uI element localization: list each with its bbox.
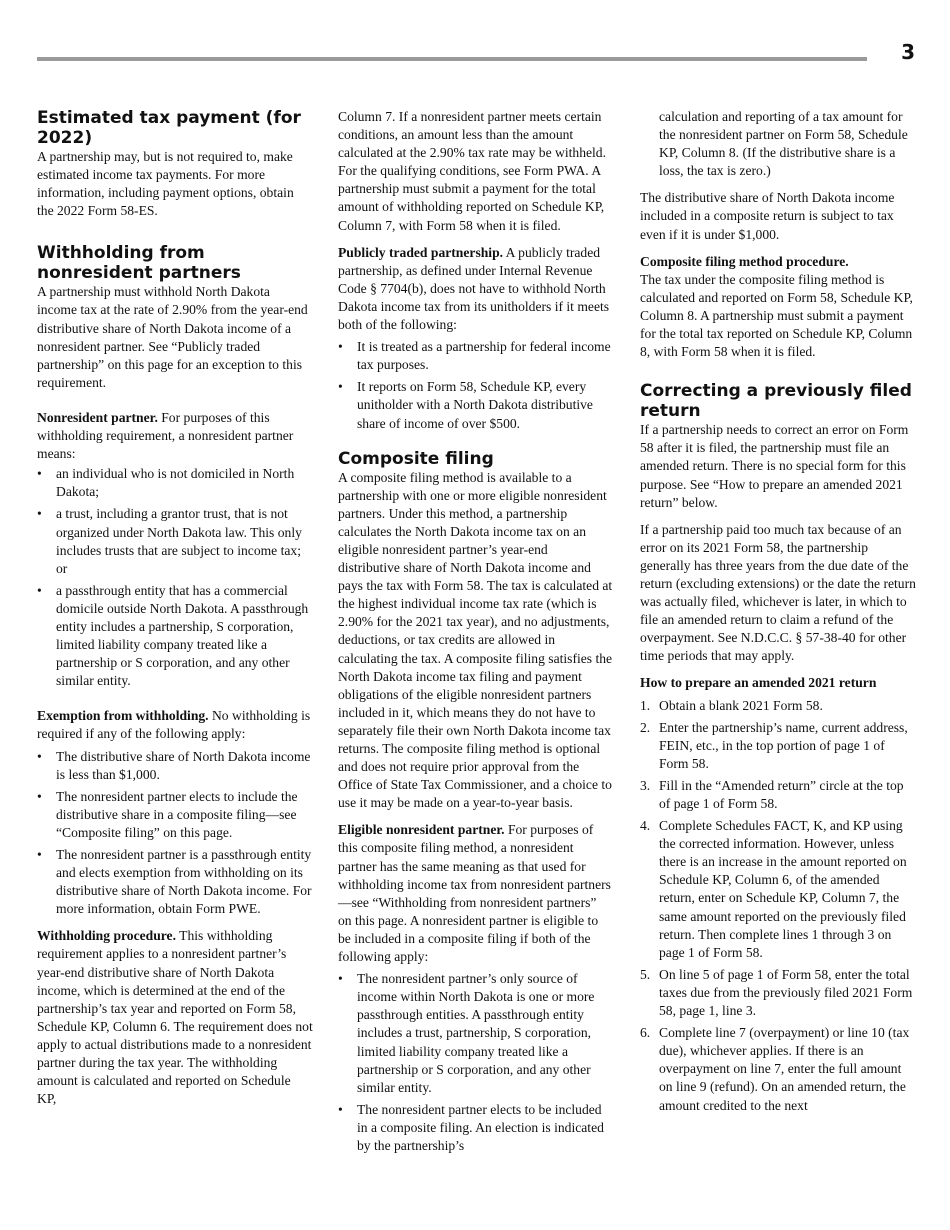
list-item: • a passthrough entity that has a commercial domicile outside North Dakota. A passthrough entity includes a partnership, S corporation, limited liability company treated like a partnership or S corporation, and any other similar entity. (37, 582, 309, 689)
estimated-tax-paragraph: A partnership may, but is not required to, make estimated income tax payments. For more information, including payment options, obtain the 2022 Form 58-ES. (37, 149, 294, 219)
exemption-lead: Exemption from withholding. (37, 708, 209, 724)
overpaid-paragraph: If a partnership paid too much tax because of an error on its 2021 Form 58, the partnership generally has three years from the due date of the return (excluding extensions) or the date the return was actually filed, whichever is later, in which to file an amended return to claim a refund of the overpayment. See N.D.C.C. § 57-38-40 for other time periods that may apply. (640, 521, 916, 664)
list-item: • It reports on Form 58, Schedule KP, every unitholder with a North Dakota distributive share of income of over $500. (338, 379, 593, 431)
column-3 (640, 108, 916, 1115)
list-item: • The nonresident partner’s only source of income within North Dakota is one or more passthrough entities. A passthrough entity includes a trust, partnership, S corporation, limited liability company treated like a partnership or S corporation, and any other similar entity. (338, 971, 595, 1095)
distributive-share-paragraph: The distributive share of North Dakota income included in a composite return is subject to tax even if it is under $1,000. (640, 190, 895, 242)
list-item: • a trust, including a grantor trust, that is not organized under North Dakota law. This only includes trusts that are subject to income tax; or (37, 506, 302, 576)
withholding-procedure-lead: Withholding procedure. (37, 928, 176, 944)
composite-filing-paragraph: A composite filing method is available to a partnership with one or more eligible nonresident partners. Under this method, a partnership calculates the North Dakota income tax on an eligible nonresident partner’s year-end distributive share of North Dakota income and pays the tax with Form 58. The tax is calculated at the highest individual income tax rate (which is 2.90% for the 2021 tax year), and no adjustments, deductions, or tax credits are allowed in calculating the tax. A composite filing satisfies the North Dakota income tax filing and payment obligations of the eligible nonresident partners included in it, which means they do not have to separately file their own North Dakota income tax returns. The composite filing method is optional and does not require prior approval from the Office of State Tax Commissioner, and a choice to use it may be made on a year-to-year basis. (338, 469, 613, 811)
heading-estimated-tax: Estimated tax payment (for 2022) (37, 108, 301, 148)
exemption-text: No withholding is required if any of the following apply: (37, 708, 311, 742)
list-item: • an individual who is not domiciled in North Dakota; (37, 466, 295, 500)
publicly-traded-lead: Publicly traded partnership. (338, 244, 504, 260)
how-to-amend-title: How to prepare an amended 2021 return (640, 675, 877, 691)
heading-withholding: Withholding from nonresident partners (37, 243, 241, 284)
nonresident-partner-list (37, 465, 313, 690)
step-item: 5. On line 5 of page 1 of Form 58, enter the total taxes due from the previously filed 2021 Form 58, page 1, line 3. (640, 966, 913, 1019)
list-item: • The nonresident partner is a passthrough entity and elects exemption from withholding on its distributive share of North Dakota income. For more information, obtain Form PWE. (37, 847, 312, 917)
header-rule (37, 57, 867, 61)
publicly-traded-list (338, 338, 613, 432)
exemption-list (37, 748, 313, 919)
list-item: • It is treated as a partnership for federal income tax purposes. (338, 339, 611, 373)
correcting-paragraph: If a partnership needs to correct an error on Form 58 after it is filed, the partnership must file an amended return. There is no special form for this purpose. See “How to prepare an amended 2021 return” below. (640, 422, 909, 510)
withholding-procedure-paragraph (37, 927, 313, 1108)
page-number: 3 (901, 40, 915, 64)
step-item: 2. Enter the partnership’s name, current address, FEIN, etc., in the top portion of page 1 of Form 58. (640, 719, 908, 771)
step-item: 4. Complete Schedules FACT, K, and KP using the corrected information. However, unless there is an increase in the amount reported on Schedule KP, Column 6, of the amended return, enter on Schedule KP, Column 7, the same amount reported on the previously filed return. Then complete lines 1 through 3 on page 1 of Form 58. (640, 818, 907, 960)
step-item: 6. Complete line 7 (overpayment) or line 10 (tax due), whichever applies. If there is an overpayment on line 7, enter the full amount on line 9 (refund). On an amended return, the amount credited to the next (640, 1025, 910, 1113)
column-1 (37, 108, 313, 1108)
withholding-paragraph: A partnership must withhold North Dakota income tax at the rate of 2.90% from the year-end distributive share of North Dakota income of a nonresident partner. See “Publicly traded partnership” on this page for an exception to this requirement. (37, 284, 308, 390)
nonresident-partner-lead: Nonresident partner. (37, 409, 158, 425)
exemption-paragraph (37, 707, 313, 743)
column-2 (338, 108, 613, 1155)
composite-method-lead: Composite filing method procedure. (640, 253, 849, 269)
publicly-traded-paragraph (338, 244, 613, 334)
eligible-partner-paragraph (338, 821, 613, 966)
nonresident-partner-paragraph (37, 409, 313, 463)
heading-correcting-return: Correcting a previously filed return (640, 381, 912, 422)
eligible-partner-lead: Eligible nonresident partner. (338, 822, 505, 838)
withholding-procedure-text: This withholding requirement applies to a nonresident partner’s year-end distributive share of North Dakota income, which is determined at the end of the partnership’s tax year and reported on Form 58, Schedule KP, Column 6. The requirement does not apply to actual distributions made to a nonresident partner during the tax year. The withholding amount is calculated and reported on Schedule KP, (37, 928, 313, 1107)
withholding-continued-paragraph: Column 7. If a nonresident partner meets certain conditions, an amount less than the amount calculated at the 2.90% tax rate may be withheld. For the qualifying conditions, see Form PWA. A partnership must submit a payment for the total amount of withholding reported on Schedule KP, Column 7, with Form 58 when it is filed. (338, 109, 606, 233)
amend-steps-list (640, 697, 916, 1115)
eligible-partner-list (338, 970, 613, 1155)
list-item: • The distributive share of North Dakota income is less than $1,000. (37, 748, 311, 782)
nonresident-partner-text: For purposes of this withholding requirement, a nonresident partner means: (37, 409, 294, 462)
composite-continued-paragraph: calculation and reporting of a tax amount for the nonresident partner on Form 58, Schedule KP, Column 8. (If the distributive share is a loss, the tax is zero.) (659, 109, 908, 179)
heading-composite-filing: Composite filing (338, 448, 494, 469)
step-item: 1. Obtain a blank 2021 Form 58. (640, 697, 823, 713)
step-item: 3. Fill in the “Amended return” circle at the top of page 1 of Form 58. (640, 777, 904, 811)
eligible-partner-text: For purposes of this composite filing method, a nonresident partner has the same meaning as that used for withholding income tax from nonresident partners—see “Withholding from nonresident partners” on this page. A nonresident partner is eligible to be included in a composite filing if both of the following apply: (338, 822, 611, 965)
list-item: • The nonresident partner elects to be included in a composite filing. An election is indicated by the partnership’s (338, 1101, 604, 1153)
composite-method-paragraph: The tax under the composite filing method is calculated and reported on Form 58, Schedule KP, Column 8. A partnership must submit a payment for the total tax reported on Schedule KP, Column 8, with Form 58 when it is filed. (640, 271, 913, 360)
list-item: • The nonresident partner elects to include the distributive share in a composite filing—see “Composite filing” on this page. (37, 788, 298, 840)
publicly-traded-text: A publicly traded partnership, as defined under Internal Revenue Code § 7704(b), does not have to withhold North Dakota income tax from its unitholders if it meets both of the following: (338, 244, 610, 333)
